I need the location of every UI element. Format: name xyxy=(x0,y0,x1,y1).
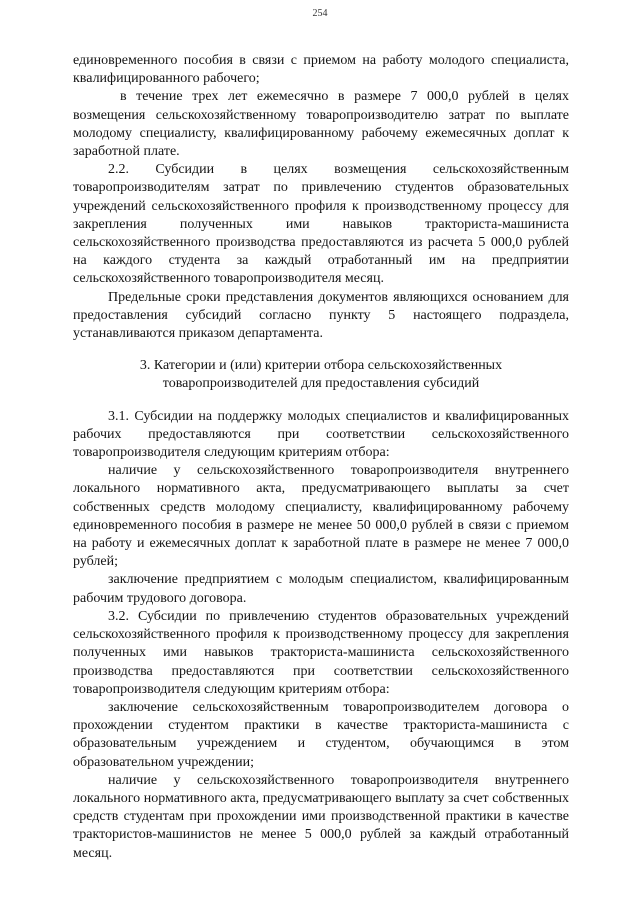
paragraph: 3.1. Субсидии на поддержку молодых специалистов и квалифицированных рабочих предоставляются при соответствии сельскохозяйственного товаропроизводителя следующим критериям отбора: xyxy=(73,408,569,461)
page-number: 254 xyxy=(312,8,328,19)
section-heading xyxy=(73,357,569,393)
paragraph: 3.2. Субсидии по привлечению студентов образовательных учреждений сельскохозяйственного профиля к производственному процессу для закрепления полученных ими навыков тракториста-машиниста сельскохозяйственного производства предоставляются при соответствии сельскохозяйственного товаропроизводителя следующим критериям отбора: xyxy=(73,608,569,697)
document-body xyxy=(73,52,569,863)
paragraph: Предельные сроки представления документов являющихся основанием для предоставления субсидий согласно пункту 5 настоящего подраздела, устанавливаются приказом департамента. xyxy=(73,289,569,342)
section-heading-line: 3. Категории и (или) критерии отбора сельскохозяйственных xyxy=(139,358,503,374)
paragraph: единовременного пособия в связи с приемом на работу молодого специалиста, квалифицированного рабочего; xyxy=(73,53,569,87)
paragraph: наличие у сельскохозяйственного товаропроизводителя внутреннего локального нормативного акта, предусматривающего выплаты за счет собственных средств молодому специалисту, квалифицированному рабочему единовременного пособия в размере не менее 50 000,0 рублей в связи с приемом на работу и ежемесячных доплат к заработной плате в размере не менее 7 000,0 рублей; xyxy=(73,463,569,570)
paragraph: в течение трех лет ежемесячно в размере 7 000,0 рублей в целях возмещения сельскохозяйственному товаропроизводителю затрат по выплате молодому специалисту, квалифицированному рабочему ежемесячных доплат к заработной плате. xyxy=(73,89,569,160)
paragraph: наличие у сельскохозяйственного товаропроизводителя внутреннего локального нормативного акта, предусматривающего выплату за счет собственных средств студентам при прохождении ими производственной практики в качестве трактористов-машинистов не менее 5 000,0 рублей за каждый отработанный месяц. xyxy=(73,772,569,861)
section-heading-line: товаропроизводителей для предоставления субсидий xyxy=(162,376,480,392)
paragraph: заключение сельскохозяйственным товаропроизводителем договора о прохождении студентом практики в качестве тракториста-машиниста с образовательным учреждением и студентом, обучающимся в этом образовательном учреждении; xyxy=(73,699,569,770)
paragraph: заключение предприятием с молодым специалистом, квалифицированным рабочим трудового договора. xyxy=(73,572,569,606)
paragraph: 2.2. Субсидии в целях возмещения сельскохозяйственным товаропроизводителям затрат по привлечению студентов образовательных учреждений сельскохозяйственного профиля к производственному процессу для закрепления полученных ими навыков тракториста-машиниста сельскохозяйственного производства предоставляются из расчета 5 000,0 рублей на каждого студента за каждый отработанный им на предприятии сельскохозяйственного товаропроизводителя месяц. xyxy=(73,162,569,287)
